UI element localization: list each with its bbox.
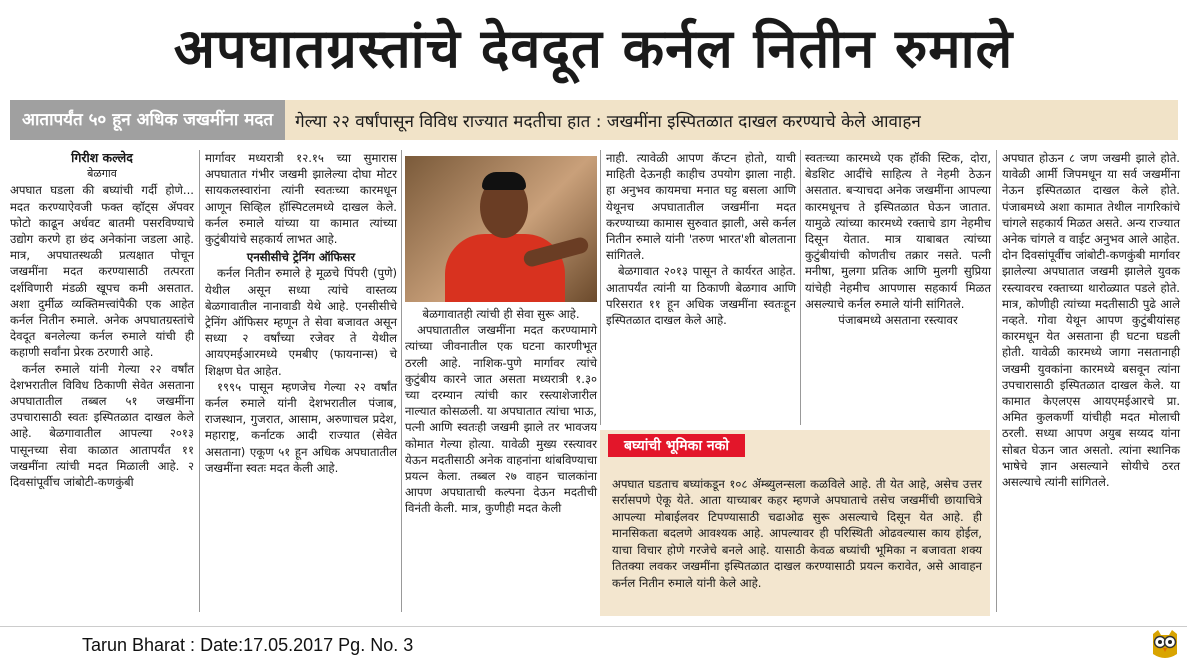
column-divider (600, 150, 601, 425)
paragraph: पंजाबमध्ये असताना रस्त्यावर (838, 313, 958, 328)
subheadline-bar (10, 100, 1178, 140)
sidebar-box-title: बघ्यांची भूमिका नको (608, 434, 745, 457)
dateline-place: बेळगाव (87, 167, 117, 181)
column-divider (199, 150, 200, 612)
article-column-2 (205, 150, 397, 476)
paragraph: कर्नल रुमाले यांनी गेल्या २२ वर्षांत देशभरातील विविध ठिकाणी सेवेत असताना अपघातातील तब्बल ५१ जखमींना उपचारासाठी स्वतः इस्पितळात दाखल केले आहे. बेळगावातील आपल्या २०१३ पासूनच्या सेवा काळात आतापर्यंत ११ जखमींना त्यांची मदत मिळाली आहे. २ दिवसांपूर्वीच जांबोटी-कणकुंबी (10, 361, 194, 490)
paragraph: बेळगावातही त्यांची ही सेवा सुरू आहे. (422, 307, 580, 321)
paragraph: कर्नल नितीन रुमाले हे मूळचे पिंपरी (पुणे) येथील असून सध्या त्यांचे वास्तव्य बेळगावातील नानावाडी येथे आहे. एनसीसीचे ट्रेनिंग ऑफिसर म्हणून ते सेवा बजावत असून सध्या २ वर्षांच्या रजेवर ते येथील आयएमईआरमध्ये एमबीए (फायनान्स) चे शिक्षण घेत आहेत. (205, 266, 397, 378)
paragraph: स्वतःच्या कारमध्ये एक हॉकी स्टिक, दोरा, बेडशिट आदींचे साहित्य ते नेहमी ठेऊन असतात. बऱ्याचदा अनेक जखमींना आपल्या कारमधूनच ते इस्पितळात घेऊन जातात. यामुळे त्यांच्या कारमध्ये रक्ताचे डाग नेहमीच दिसून येतात. मात्र याबाबत त्यांच्या कुटुंबीयांची कोणतीच तक्रार नसते. पत्नी मनीषा, मुलगा प्रतिक आणि मुलगी सुप्रिया यांचेही नेहमीच आपणास सहकार्य मिळत असल्याचे कर्नल रुमाले यांनी सांगितले. (805, 151, 991, 311)
article-column-4 (606, 150, 796, 328)
column-divider (401, 150, 402, 612)
paragraph: अपघात होऊन ८ जण जखमी झाले होते. यावेळी आर्मी जिपमधून या सर्व जखमींना नेऊन इस्पितळात दाखल केले होते. पंजाबमध्ये अशा कामात तेथील नागरिकांचे चांगले सहकार्य मिळत असते. अन्य राज्यात अनेक चांगले व वाईट अनुभव आले आहेत. दोन दिवसांपूर्वीच जांबोटी-कणकुंबी मार्गावर झालेल्या अपघातात जखमी झालेले युवक रस्त्यावरच रक्ताच्या थारोळ्यात पडले होते. मात्र, कोणीही त्यांच्या मदतीसाठी पुढे आले नव्हते. गोवा येथून आपण कुटुंबीयांसह कारमधून येत असताना ही घटना घडली होती. यावेळी कारमध्ये जागा नसतानाही जखमी युवकांना कारमध्ये बसवून त्यांना उपचारासाठी इस्पितळात दाखल केले. या कामात केएलएस आयएमईआरचे प्रा. अमित कुलकर्णी यांचीही मदत मोलाची ठरली. सध्या आपण अयुब सय्यद यांना सोबत घेऊन जात असतो. त्यांना स्थानिक भाषेचे ज्ञान असल्याने सोयीचे ठरत असल्याचे त्यांनी सांगितले. (1002, 151, 1180, 490)
headline: अपघातग्रस्तांचे देवदूत कर्नल नितीन रुमाले (173, 17, 1014, 80)
paragraph: मार्गावर मध्यरात्री १२.१५ च्या सुमारास अपघातात गंभीर जखमी झालेल्या दोघा मोटर सायकलस्वारांना त्यांनी स्वतःच्या कारमधून आणून सिव्हिल हॉस्पिटलमध्ये दाखल केले. कर्नल रुमाले यांच्या या कामात त्यांच्या कुटुंबीयांचे सहकार्य लाभत आहे. (205, 151, 397, 247)
byline: गिरीश कल्लेद (71, 150, 133, 165)
source-footer (0, 626, 1187, 668)
owl-logo-icon (1149, 628, 1181, 662)
photo-hair (482, 172, 526, 190)
article-column-5 (805, 150, 991, 328)
article-column-1 (10, 150, 194, 490)
column-divider (996, 150, 997, 612)
section-subhead: एनसीसीचे ट्रेनिंग ऑफिसर (246, 250, 356, 265)
sidebar-box-text: अपघात घडताच बघ्यांकडून १०८ ॲम्ब्युलन्सला कळविले आहे. ती येत आहे, असेच उत्तर सर्रासपणे ऐकू येते. आता याच्याबर कहर म्हणजे अपघाताचे तसेच जखमींची छायाचित्रे आपल्या मोबाईलवर टिपण्यासाठी चढाओढ सुरू असल्याचे दिसून येत आहे. ही मानसिकता बदलणे आवश्यक आहे. आपल्यावर ही परिस्थिती ओढवल्यास काय होईल, याचा विचार होणे गरजेचे बनले आहे. यासाठी केवळ बघ्यांची भूमिका न बजावता शक्य तितक्या लवकर जखमींना इस्पितळात दाखल करण्यासाठी प्रयत्न करावेत, असे आवाहन कर्नल नितीन रुमाले यांनी केले आहे. (612, 476, 982, 590)
sidebar-box (600, 430, 990, 616)
paragraph: अपघातातील जखमींना मदत करण्यामागे त्यांच्या जीवनातील एक घटना कारणीभूत ठरली आहे. नाशिक-पुणे मार्गावर त्यांचे कुटुंबीय कारने जात असता मध्यरात्री १.३० च्या दरम्यान त्यांची कार रस्त्याशेजारील नाल्यात कोसळली. या अपघातात त्यांचा भाऊ, पत्नी आणि स्वतःही जखमी झाले तर भावजय कोमात गेल्या होत्या. यावेळी मुख्य रस्त्यावर येऊन मदतीसाठी अनेक वाहनांना थांबविण्याचा प्रयत्न केला. तब्बल २७ वाहन चालकांना आपण अपघाताची कल्पना देऊन मदतीची विनंती केली. मात्र, कुणीही मदत केली (405, 323, 597, 516)
person-photo (405, 156, 597, 302)
paragraph: १९९५ पासून म्हणजेच गेल्या २२ वर्षांत कर्नल रुमाले यांनी देशभरातील पंजाब, राजस्थान, गुजरात, आसाम, अरुणाचल प्रदेश, महाराष्ट्र, कर्नाटक आदी राज्यात (सेवेत असताना) एकूण ५१ हून अधिक अपघातातील जखमींना स्वतः मदत केली आहे. (205, 379, 397, 475)
column-divider (800, 150, 801, 425)
photo-shirt (445, 234, 565, 302)
article-column-3 (405, 306, 597, 517)
subheadline-lead: आतापर्यंत ५० हून अधिक जखमींना मदत (10, 100, 285, 140)
subheadline-rest: गेल्या २२ वर्षांपासून विविध राज्यात मदतीचा हात : जखमींना इस्पितळात दाखल करण्याचे केले आवाहन (295, 111, 921, 132)
article-column-6 (1002, 150, 1180, 490)
paragraph: नाही. त्यावेळी आपण कॅप्टन होतो, याची माहिती देऊनही काहीच उपयोग झाला नाही. हा अनुभव कायमचा मनात घट्ट बसला आणि येथूनच अपघातातील जखमींना मदत करण्याच्या कामास सुरुवात झाली, असे कर्नल नितीन रुमाले यांनी 'तरुण भारत'शी बोलताना सांगितले. (606, 151, 796, 263)
source-citation: Tarun Bharat : Date:17.05.2017 Pg. No. 3 (82, 635, 414, 655)
paragraph: बेळगावात २०१३ पासून ते कार्यरत आहेत. आतापर्यंत त्यांनी या ठिकाणी बेळगाव आणि परिसरात ११ हून अधिक जखमींना स्वतःहून इस्पितळात दाखल केले आहे. (606, 264, 796, 328)
paragraph: अपघात घडला की बघ्यांची गर्दी होणे... मदत करण्याऐवजी फक्त व्हॉट्स ॲपवर फोटो काढून अर्धवट बातमी पसरविण्याचे उद्योग करणे हा छंद अनेकांना जडला आहे. मात्र, अपघातस्थळी प्रत्यक्षात पोचून जखमींना मदत करण्यासाठी तत्परता दर्शविणारी मंडळी खूपच कमी असतात. अशा दुर्मीळ व्यक्तिमत्त्वांपैकी एक आहेत कर्नल नितीन रुमाले. अनेक अपघातग्रस्तांचे देवदूत बनलेल्या कर्नल रुमाले यांची ही कहाणी सर्वांना प्रेरक ठरणारी आहे. (10, 183, 194, 360)
